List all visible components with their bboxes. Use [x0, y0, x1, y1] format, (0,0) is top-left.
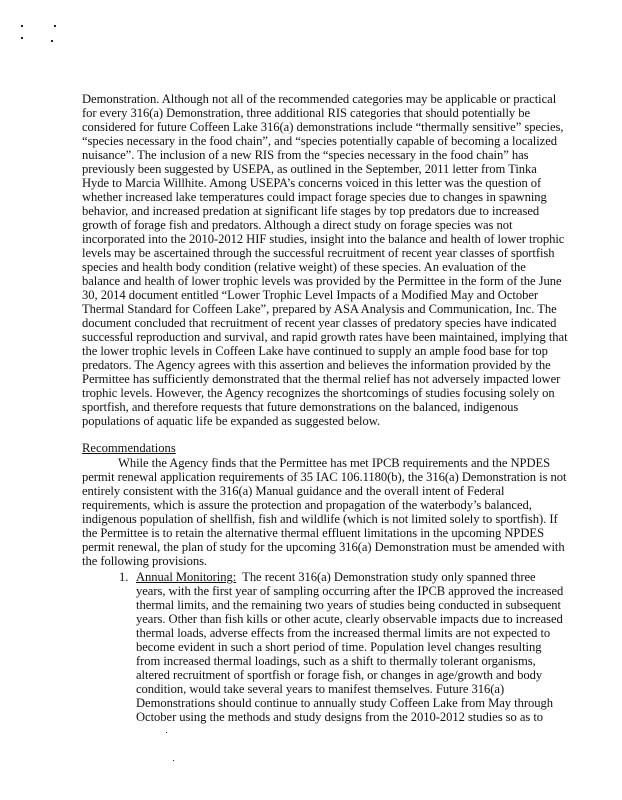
list-item-first-line	[136, 570, 563, 584]
text-line: thermal limits, and the remaining two years of studies being conducted in subsequent	[136, 598, 561, 612]
text-line: behavior, and increased predation at significant life stages by top predators due to increased	[82, 204, 540, 218]
text-line: previously been suggested by USEPA, as outlined in the September, 2011 letter from Tinka	[82, 162, 537, 176]
scan-speck	[173, 760, 174, 761]
text-line: the lower trophic levels in Coffeen Lake have continued to supply an ample food base for top	[82, 344, 548, 358]
text-line: altered recruitment of sportfish or forage fish, or changes in age/growth and body	[136, 668, 543, 682]
text-line: years. Other than fish kills or other acute, clearly observable impacts due to increased	[136, 612, 563, 626]
text-line: from increased thermal loadings, such as a shift to thermally tolerant organisms,	[136, 654, 536, 668]
text-line: whether increased lake temperatures could impact forage species due to changes in spawning	[82, 190, 547, 204]
scan-speck	[21, 37, 23, 39]
text-line: October using the methods and study designs from the 2010-2012 studies so as to	[136, 710, 544, 724]
text-line: for every 316(a) Demonstration, three additional RIS categories that should potentially be	[82, 106, 531, 120]
scan-speck	[51, 40, 53, 42]
text-line: permit renewal, the plan of study for the upcoming 316(a) Demonstration must be amended with	[82, 540, 565, 554]
text-line: balance and health of lower trophic levels was provided by the Permittee in the form of the June	[82, 274, 562, 288]
text-line: 30, 2014 document entitled “Lower Trophic Level Impacts of a Modified May and October	[82, 288, 539, 302]
text-line: the Permittee is to retain the alternative thermal effluent limitations in the upcoming NPDES	[82, 526, 545, 540]
text-line: predators. The Agency agrees with this assertion and believes the information provided by the	[82, 358, 551, 372]
text-line: indigenous population of shellfish, fish and wildlife (which is not limited solely to sportfish). If	[82, 512, 558, 526]
text-line: thermal loads, adverse effects from the increased thermal limits are not expected to	[136, 626, 551, 640]
text-line: growth of forage fish and predators. Although a direct study on forage species was not	[82, 218, 513, 232]
text-line: condition, would take several years to manifest themselves. Future 316(a)	[136, 682, 505, 696]
text-line: Permittee has sufficiently demonstrated that the thermal relief has not adversely impacted lower	[82, 372, 561, 386]
text-line: become evident in such a short period of time. Population level changes resulting	[136, 640, 542, 654]
list-item-title: Annual Monitoring:	[136, 570, 237, 584]
scan-speck	[21, 25, 23, 27]
text-line: requirements, which is assure the protection and propagation of the waterbody’s balanced,	[82, 498, 532, 512]
text-line: permit renewal application requirements of 35 IAC 106.1180(b), the 316(a) Demonstration is not	[82, 470, 567, 484]
list-item-body	[136, 570, 563, 724]
text-line: Hyde to Marcia Willhite. Among USEPA’s concerns voiced in this letter was the question of	[82, 176, 542, 190]
text-line: While the Agency finds that the Permittee has met IPCB requirements and the NPDES	[118, 456, 551, 470]
text-line: incorporated into the 2010-2012 HIF studies, insight into the balance and health of lower trophic	[82, 232, 565, 246]
list-item-lines	[136, 584, 563, 724]
text-line: nuisance”. The inclusion of a new RIS from the “species necessary in the food chain” has	[82, 148, 529, 162]
text-line: “species necessary in the food chain”, and “species potentially capable of becoming a localized	[82, 134, 558, 148]
scan-speck	[54, 25, 56, 27]
text-line: Demonstration. Although not all of the recommended categories may be applicable or practical	[82, 92, 557, 106]
text-line: populations of aquatic life be expanded as suggested below.	[82, 414, 381, 428]
text-line: species and health body condition (relative weight) of these species. An evaluation of the	[82, 260, 526, 274]
text-line: the following provisions.	[82, 554, 208, 568]
scan-speck	[166, 732, 167, 733]
text-line: years, with the first year of sampling occurring after the IPCB approved the increased	[136, 584, 564, 598]
text-line: entirely consistent with the 316(a) Manual guidance and the overall intent of Federal	[82, 484, 505, 498]
text-line: sportfish, and therefore requests that future demonstrations on the balanced, indigenous	[82, 400, 519, 414]
text-line: successful reproduction and survival, and rapid growth rates have been maintained, implying that	[82, 330, 568, 344]
recommendations-heading: Recommendations	[82, 441, 176, 455]
text-line: trophic levels. However, the Agency recognizes the shortcomings of studies focusing solely on	[82, 386, 555, 400]
text-line: Thermal Standard for Coffeen Lake”, prepared by ASA Analysis and Communication, Inc. The	[82, 302, 557, 316]
text-line: document concluded that recruitment of recent year classes of predatory species have indicated	[82, 316, 557, 330]
text-line: Demonstrations should continue to annually study Coffeen Lake from May through	[136, 696, 553, 710]
paragraph-ris-categories	[82, 92, 568, 428]
paragraph-recommendations	[82, 456, 566, 568]
list-number: 1.	[119, 570, 129, 584]
text-line: considered for future Coffeen Lake 316(a) demonstrations include “thermally sensitive” species,	[82, 120, 564, 134]
text-line: levels may be ascertained through the successful recruitment of recent year classes of sportfish	[82, 246, 555, 260]
list-item-first-line-text: The recent 316(a) Demonstration study only spanned three	[236, 570, 536, 584]
